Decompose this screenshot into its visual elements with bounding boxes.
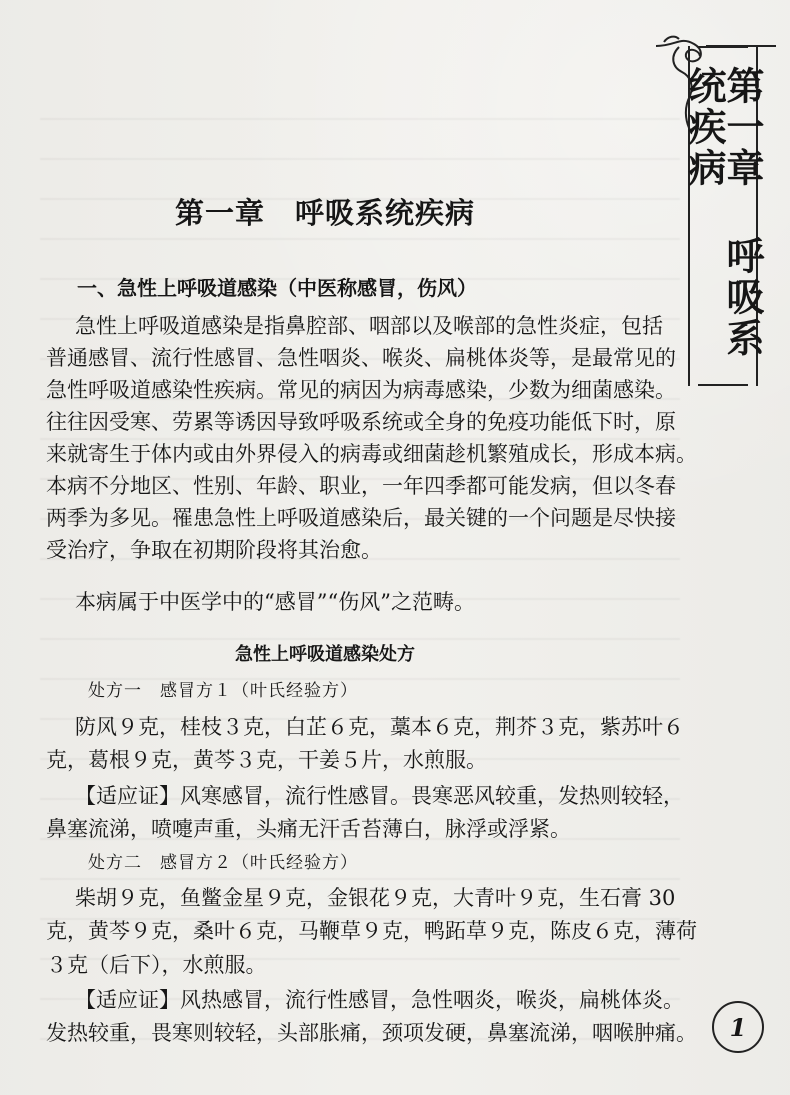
paragraph-line-4: 往往因受寒、劳累等诱因导致呼吸系统或全身的免疫功能低下时，原 [46,410,676,434]
prescription-2-indication-line-2: 发热较重，畏寒则较轻，头部胀痛，颈项发硬，鼻塞流涕，咽喉肿痛。 [46,1021,697,1045]
paragraph-line-5: 来就寄生于体内或由外界侵入的病毒或细菌趁机繁殖成长，形成本病。 [46,442,697,466]
chapter-title: 第一章 呼吸系统疾病 [174,196,475,230]
paragraph-line-7: 两季为多见。罹患急性上呼吸道感染后，最关键的一个问题是尽快接 [46,506,676,530]
page-number-badge [712,1001,764,1053]
paragraph-line-1: 急性上呼吸道感染是指鼻腔部、咽部以及喉部的急性炎症，包括 [75,314,663,338]
prescription-1-indication-line-2: 鼻塞流涕，喷嚏声重，头痛无汗舌苔薄白，脉浮或浮紧。 [46,817,571,841]
paragraph-line-6: 本病不分地区、性别、年龄、职业，一年四季都可能发病，但以冬春 [46,474,676,498]
prescription-1-ingredients-line-1: 防风９克，桂枝３克，白芷６克，藁本６克，荆芥３克，紫苏叶６ [75,715,684,739]
page-number: 1 [729,1012,747,1042]
section-title: 一、急性上呼吸道感染（中医称感冒，伤风） [77,276,477,300]
prescriptions-heading: 急性上呼吸道感染处方 [235,644,415,665]
prescription-2-ingredients-line-2: 克，黄芩９克，桑叶６克，马鞭草９克，鸭跖草９克，陈皮６克，薄荷 [46,919,697,943]
chapter-vertical-title: 第一章 呼吸系统疾病 [682,66,764,359]
prescription-2-title: 处方二 感冒方２（叶氏经验方） [88,853,358,873]
prescription-1-title: 处方一 感冒方１（叶氏经验方） [88,681,358,701]
prescription-2-indication-line-1: 【适应证】风热感冒，流行性感冒，急性咽炎，喉炎，扁桃体炎。 [75,988,684,1012]
paragraph-line-2: 普通感冒、流行性感冒、急性咽炎、喉炎、扁桃体炎等，是最常见的 [46,346,676,370]
prescription-1-ingredients-line-2: 克，葛根９克，黄芩３克，干姜５片，水煎服。 [46,748,487,772]
prescription-1-indication-line-1: 【适应证】风寒感冒，流行性感冒。畏寒恶风较重，发热则较轻， [75,784,684,808]
prescription-2-ingredients-line-1: 柴胡９克，鱼鳖金星９克，金银花９克，大青叶９克，生石膏 30 [75,886,676,910]
chapter-vertical-title-frame [682,46,764,386]
paragraph-line-8: 受治疗，争取在初期阶段将其治愈。 [46,538,382,562]
prescription-2-ingredients-line-3: ３克（后下），水煎服。 [46,953,267,977]
section-note: 本病属于中医学中的“感冒”“伤风”之范畴。 [75,590,475,614]
paragraph-line-3: 急性呼吸道感染性疾病。常见的病因为病毒感染，少数为细菌感染。 [46,378,676,402]
